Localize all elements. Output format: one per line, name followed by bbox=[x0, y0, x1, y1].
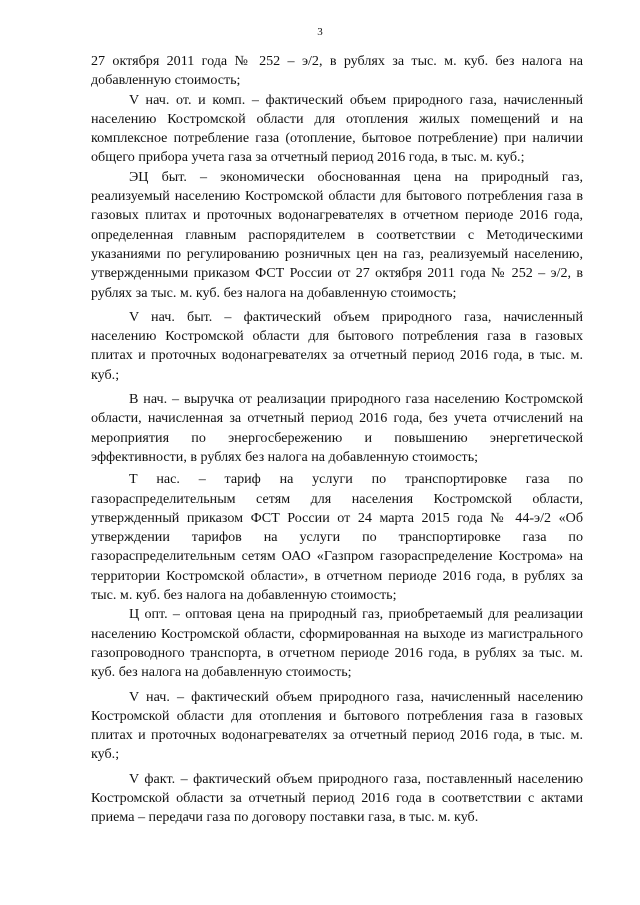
definition-v-heating-complex: V нач. от. и комп. – фактический объем природного газа, начисленный населению Костромской области для отопления жилых помещений и на комплексное потребление газа (отопление, бытовое потребление) при наличии общего прибора учета газа за отчетный период 2016 года, в тыс. м. куб.; bbox=[91, 91, 583, 166]
definition-v-accrued: V нач. – фактический объем природного газа, начисленный населению Костромской области для отопления и бытового потребления газа в газовых плитах и проточных водонагревателях за отчетный период 2016 года, в тыс. м. куб.; bbox=[91, 688, 583, 763]
definition-tariff: Т нас. – тариф на услуги по транспортировке газа по газораспределительным сетям для населения Костромской области, утвержденный приказом ФСТ России от 24 марта 2015 года № 44-э/2 «Об утверждении тарифов на услуги по транспортировке газа по газораспределительным сетям ОАО «Газпром газораспределение Кострома» на территории Костромской области», в отчетном периоде 2016 года, в рублях за тыс. м. куб. без налога на добавленную стоимость; bbox=[91, 471, 583, 604]
definition-ec-household: ЭЦ быт. – экономически обоснованная цена на природный газ, реализуемый населению Костромской области для бытового потребления газа в газовых плитах и проточных водонагревателях в отчетном периоде 2016 года, определенная главным распорядителем в соответствии с Методическими указаниями по регулированию розничных цен на газ, реализуемый населению, утвержденными приказом ФСТ России от 27 октября 2011 года № 252 – э/2, в рублях за тыс. м. куб. без налога на добавленную стоимость; bbox=[91, 168, 583, 301]
paragraph-continuation: 27 октября 2011 года № 252 – э/2, в рублях за тыс. м. куб. без налога на добавленную стоимость; bbox=[91, 53, 583, 89]
document-body bbox=[91, 52, 583, 828]
definition-v-actual: V факт. – фактический объем природного газа, поставленный населению Костромской области за отчетный период 2016 года в соответствии с актами приема – передачи газа по договору поставки газа, в тыс. м. куб. bbox=[91, 770, 583, 826]
page-number: 3 bbox=[317, 26, 323, 38]
definition-wholesale-price: Ц опт. – оптовая цена на природный газ, приобретаемый для реализации населению Костромской области, сформированная на выходе из магистрального газопроводного транспорта, в отчетном периоде 2016 года, в рублях за тыс. м. куб. без налога на добавленную стоимость; bbox=[91, 606, 583, 681]
definition-revenue: В нач. – выручка от реализации природного газа населению Костромской области, начисленная за отчетный период 2016 года, без учета отчислений на мероприятия по энергосбережению и повышению энергетической эффективности, в рублях без налога на добавленную стоимость; bbox=[91, 391, 583, 465]
definition-v-household: V нач. быт. – фактический объем природного газа, начисленный населению Костромской области для бытового потребления газа в газовых плитах и проточных водонагревателях за отчетный период 2016 года, в тыс. м. куб.; bbox=[91, 308, 583, 383]
